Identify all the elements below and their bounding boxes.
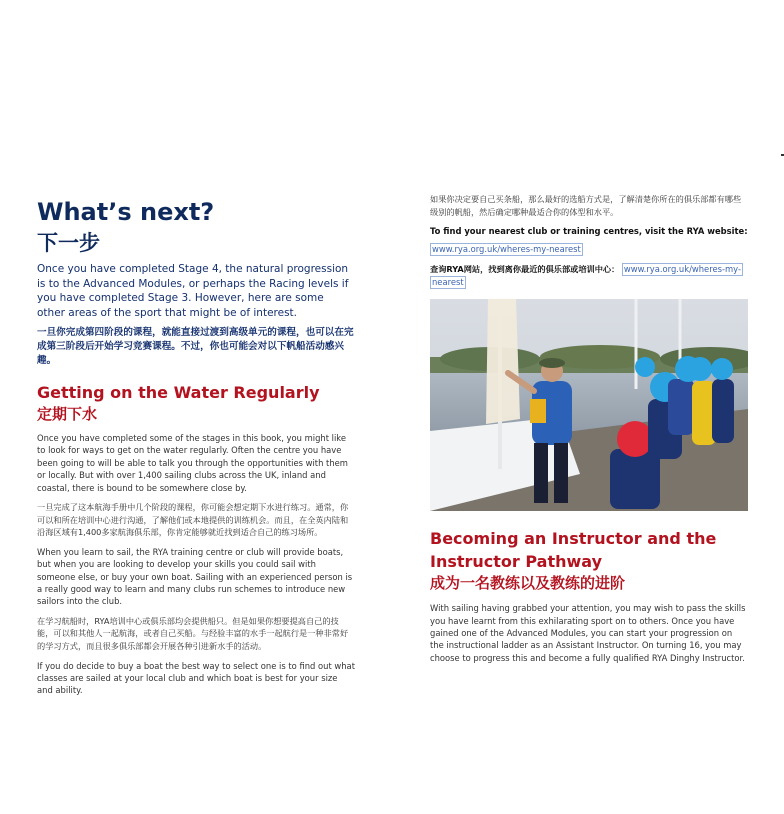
lead-paragraph: Once you have completed Stage 4, the natural progression is to the Advanced Modules, or perhaps the Racing levels if you have completed Stage 3. However, here are some other areas of the sport that might be of interest. — [37, 263, 349, 319]
left-column — [37, 198, 355, 704]
find-club-link[interactable]: www.rya.org.uk/wheres-my-nearest — [432, 244, 581, 255]
section-title-instructor-line2: Instructor Pathway — [430, 552, 603, 572]
find-club-link-cn-cont[interactable]: nearest — [432, 277, 464, 288]
section-title-instructor — [430, 527, 748, 573]
section-title-regularly-cn: 定期下水 — [37, 405, 98, 423]
find-club-label: To find your nearest club or training centres, visit the RYA website: — [430, 226, 748, 237]
find-club-link-cn[interactable]: www.rya.org.uk/wheres-my- — [623, 264, 741, 275]
find-club-label-cn: 查询RYA网站，找到离你最近的俱乐部或培训中心： — [430, 264, 620, 275]
paragraph-1: Once you have completed some of the stages in this book, you might like to look for ways to get on the water regularly. Often the centre you have been going to will be able to talk you through the opportunities with them or locally. But with over 1,400 sailing clubs across the UK, inland and coastal, there is bound to be somewhere close by. — [37, 433, 348, 493]
page-title-cn: 下一步 — [37, 231, 100, 255]
lead-paragraph-cn: 一旦你完成第四阶段的课程，就能直接过渡到高级单元的课程，也可以在完成第三阶段后开始学习竞赛课程。不过，你也可能会对以下帆船活动感兴趣。 — [37, 327, 354, 366]
paragraph-2-cn: 在学习航船时，RYA培训中心或俱乐部均会提供船只。但是如果你想要提高自己的技能，可以和其他人一起航海，或者自己买船。与经验丰富的水手一起航行是一种非常好的学习方式，而且很多俱乐部都会开展各种引进新水手的活动。 — [37, 615, 349, 652]
section-title-instructor-cn: 成为一名教练以及教练的进阶 — [430, 574, 626, 593]
right-column — [430, 193, 748, 671]
paragraph-1-cn: 一旦完成了这本航海手册中几个阶段的课程，你可能会想定期下水进行练习。通常，你可以和所在培训中心进行沟通，了解他们或本地提供的训练机会。而且，在全英内陆和沿海区域有1,400多家航海俱乐部，你肯定能够就近找到适合自己的练习场所。 — [37, 502, 349, 538]
find-club-cn-row — [430, 263, 748, 289]
sailing-lesson-photo — [430, 299, 748, 511]
instructor-paragraph: With sailing having grabbed your attention, you may wish to pass the skills you have learnt from this exhilarating sport on to others. Once you have gained one of the Advanced Modules, you can start your progression on the instructional ladder as an Assistant Instructor. On turning 16, you may choose to progress this and become a fully qualified RYA Dinghy Instructor. — [430, 603, 746, 663]
intro-paragraph-cn: 如果你决定要自己买条船，那么最好的选船方式是，了解清楚你所在的俱乐部都有哪些级别的帆船，然后确定哪种最适合你的体型和水平。 — [430, 194, 742, 217]
page-title: What’s next? — [37, 198, 215, 226]
section-title-instructor-line1: Becoming an Instructor and the — [430, 529, 717, 549]
paragraph-2: When you learn to sail, the RYA training centre or club will provide boats, but when you are looking to develop your skills you could sail with someone else, or buy your own boat. Sailing with an experienced person is a really good way to learn and many clubs run schemes to introduce new sailors into the club. — [37, 546, 353, 607]
section-title-regularly: Getting on the Water Regularly — [37, 383, 320, 402]
paragraph-3: If you do decide to buy a boat the best way to select one is to find out what classes are sailed at your local club and which boat is best for your size and ability. — [37, 660, 355, 696]
